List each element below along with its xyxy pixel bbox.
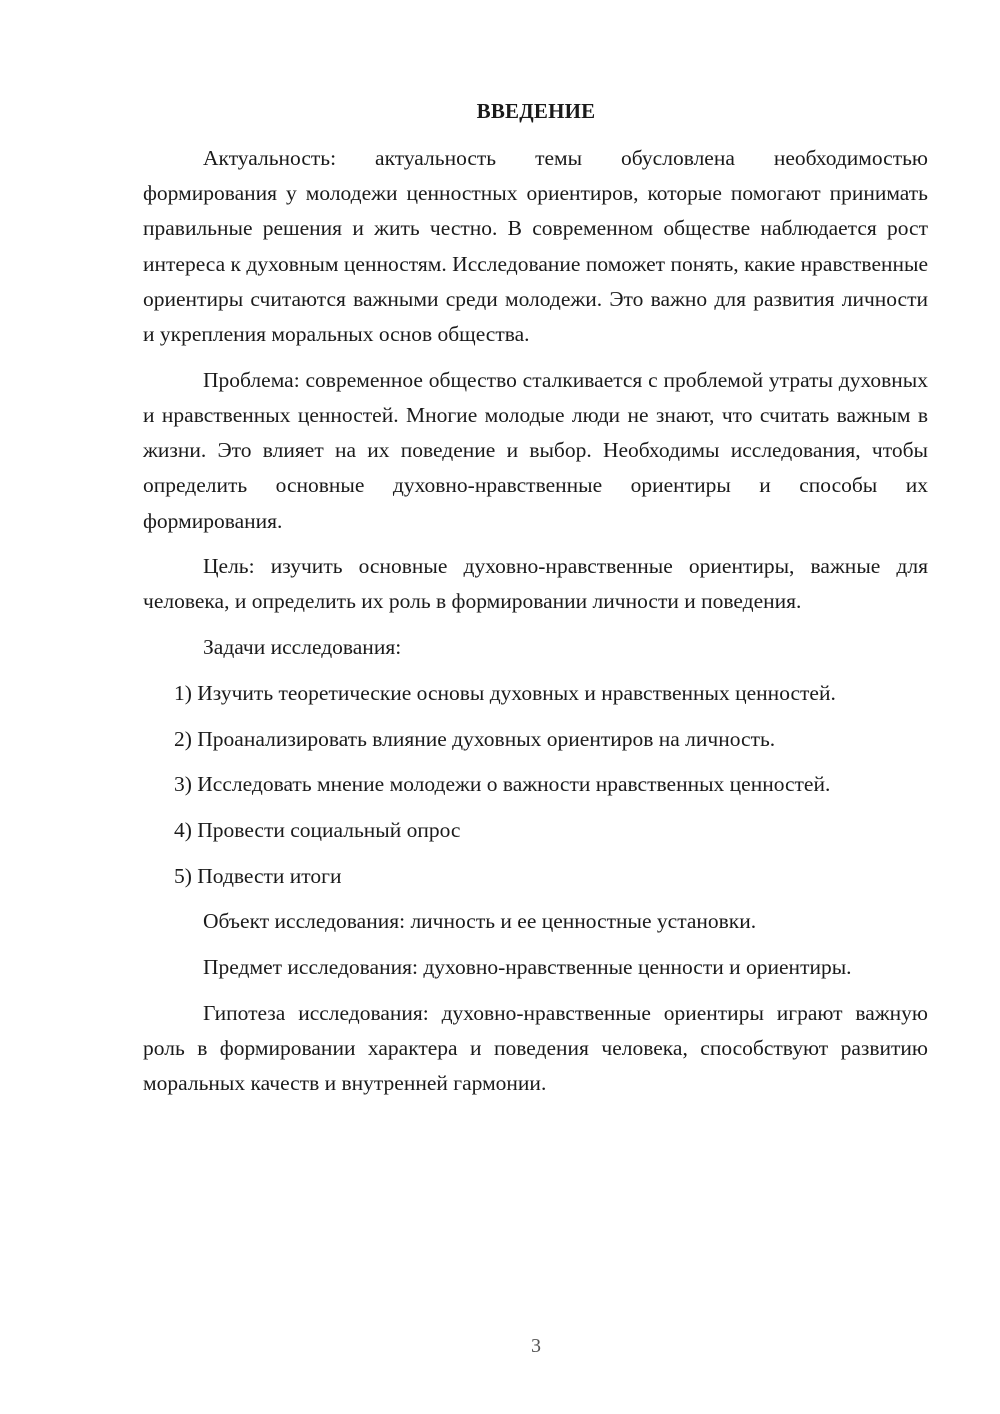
task-item-1: 1) Изучить теоретические основы духовных и нравственных ценностей. xyxy=(174,680,836,705)
paragraph-subject: Предмет исследования: духовно-нравственные ценности и ориентиры. xyxy=(203,955,852,980)
task-item-3: 3) Исследовать мнение молодежи о важности нравственных ценностей. xyxy=(174,772,831,797)
paragraph-problem: Проблема: современное общество сталкивается с проблемой утраты духовных и нравственных ценностей. Многие молодые люди не знают, что считать важным в жизни. Это влияет на их поведение и выбор. Необходимы исследования, чтобы определить основные духовно-нравственные ориентиры и способы их формирования. xyxy=(143,367,928,533)
paragraph-tasks-heading: Задачи исследования: xyxy=(203,635,402,660)
task-item-5: 5) Подвести итоги xyxy=(174,863,342,888)
document-body xyxy=(143,141,928,1101)
paragraph-goal: Цель: изучить основные духовно-нравственные ориентиры, важные для человека, и определить их роль в формировании личности и поведения. xyxy=(143,554,928,614)
page-title: ВВЕДЕНИЕ xyxy=(476,99,596,123)
task-item-4: 4) Провести социальный опрос xyxy=(174,817,461,842)
paragraph-relevance: Актуальность: актуальность темы обусловлена необходимостью формирования у молодежи ценностных ориентиров, которые помогают принимать правильные решения и жить честно. В современном обществе наблюдается рост интереса к духовным ценностям. Исследование поможет понять, какие нравственные ориентиры считаются важными среди молодежи. Это важно для развития личности и укрепления моральных основ общества. xyxy=(143,146,928,347)
paragraph-object: Объект исследования: личность и ее ценностные установки. xyxy=(203,909,757,934)
paragraph-hypothesis: Гипотеза исследования: духовно-нравственные ориентиры играют важную роль в формировании характера и поведения человека, способствуют развитию моральных качеств и внутренней гармонии. xyxy=(143,1000,928,1096)
page-number: 3 xyxy=(531,1335,541,1357)
task-item-2: 2) Проанализировать влияние духовных ориентиров на личность. xyxy=(174,726,776,751)
